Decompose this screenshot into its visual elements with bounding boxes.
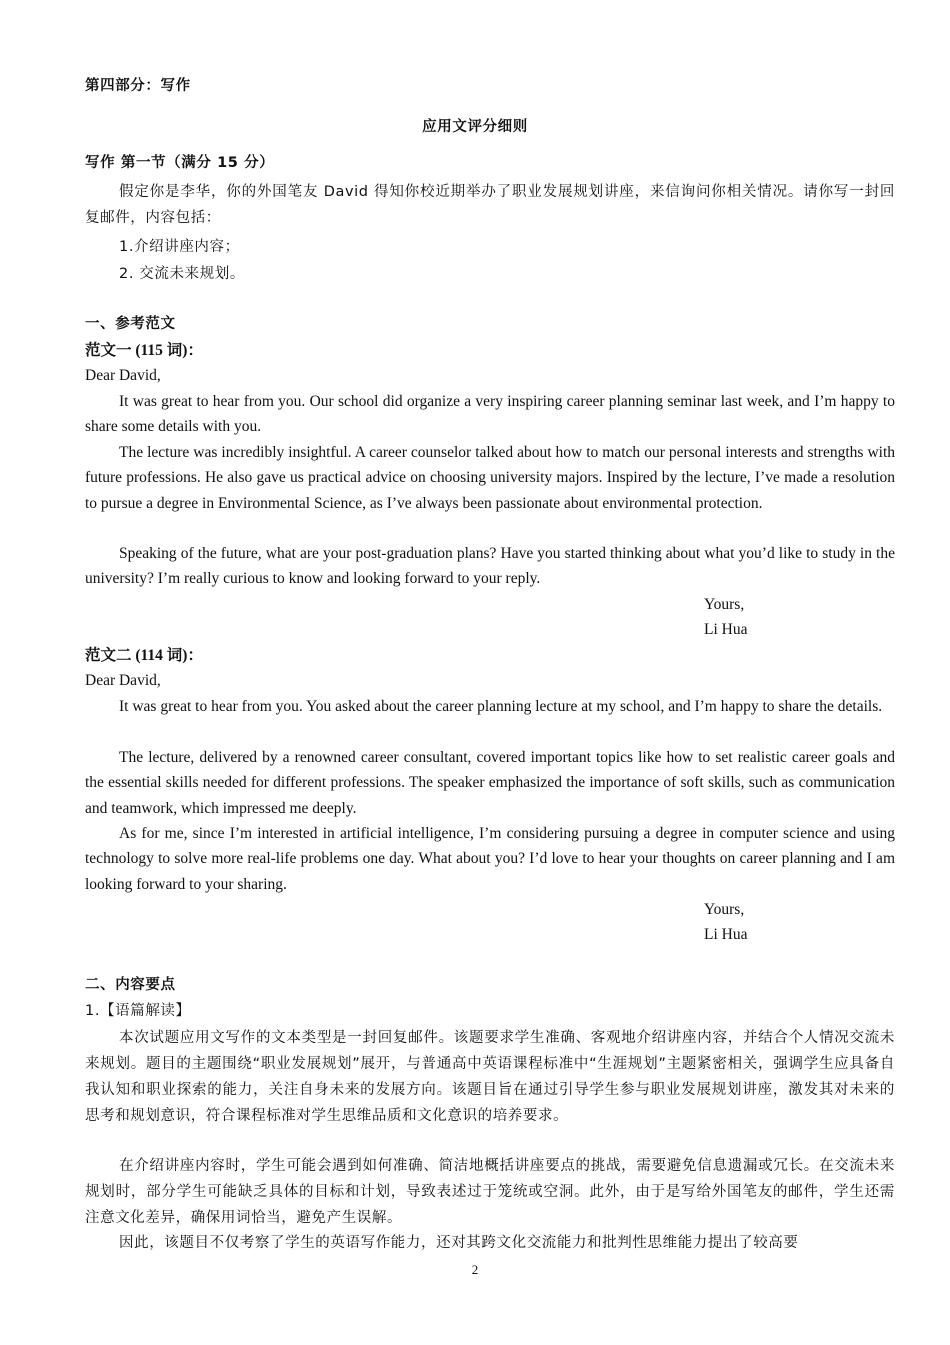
sample1-closing: Yours, [704, 596, 745, 613]
sample2-signature: Li Hua [704, 926, 748, 943]
task-heading: 写作 第一节（满分 15 分） [85, 155, 275, 171]
sample1-paragraph: Speaking of the future, what are your post-graduation plans? Have you started thinking about what you’d like to study in the university? I’m really curious to know and looking forward to your reply. [85, 545, 895, 588]
part2-subheading: 1.【语篇解读】 [85, 1003, 191, 1019]
sample1-label: 范文一 (115 词)： [85, 342, 203, 359]
sample2-salutation: Dear David, [85, 672, 161, 689]
sample2-paragraph: The lecture, delivered by a renowned career consultant, covered important topics like how to set realistic career goals and the essential skills needed for different professions. The speaker emphasized the importance of soft skills, such as communication and teamwork, which impressed me deeply. [85, 749, 895, 817]
part2-heading: 二、内容要点 [85, 977, 176, 993]
section-heading: 第四部分：写作 [85, 78, 191, 94]
sample1-paragraph: The lecture was incredibly insightful. A career counselor talked about how to match our personal interests and strengths with future professions. He also gave us practical advice on choosing university majors. Inspired by the lecture, I’ve made a resolution to pursue a degree in Environmental Science, as I’ve always been passionate about environmental protection. [85, 444, 895, 512]
task-point-2: 2. 交流未来规划。 [119, 266, 245, 282]
sample1-salutation: Dear David, [85, 367, 161, 384]
sample1-paragraph: It was great to hear from you. Our school did organize a very inspiring career planning seminar last week, and I’m happy to share some details with you. [85, 393, 895, 436]
task-point-1: 1.介绍讲座内容； [119, 239, 240, 255]
part2-paragraph: 因此，该题目不仅考察了学生的英语写作能力，还对其跨文化交流能力和批判性思维能力提出了较高要 [119, 1235, 799, 1251]
sample2-label: 范文二 (114 词)： [85, 647, 203, 664]
part2-paragraph: 本次试题应用文写作的文本类型是一封回复邮件。该题要求学生准确、客观地介绍讲座内容，并结合个人情况交流未来规划。题目的主题围绕“职业发展规划”展开，与普通高中英语课程标准中“生涯规划”主题紧密相关，强调学生应具备自我认知和职业探索的能力，关注自身未来的发展方向。该题目旨在通过引导学生参与职业发展规划讲座，激发其对未来的思考和规划意识，符合课程标准对学生思维品质和文化意识的培养要求。 [85, 1030, 895, 1124]
part2-paragraph: 在介绍讲座内容时，学生可能会遇到如何准确、简洁地概括讲座要点的挑战，需要避免信息遗漏或冗长。在交流未来规划时，部分学生可能缺乏具体的目标和计划，导致表述过于笼统或空洞。此外，由于是写给外国笔友的邮件，学生还需注意文化差异，确保用词恰当，避免产生误解。 [85, 1158, 895, 1226]
document-title: 应用文评分细则 [422, 119, 528, 135]
sample2-paragraph: It was great to hear from you. You asked about the career planning lecture at my school, and I’m happy to share the details. [119, 698, 883, 715]
page-number: 2 [471, 1262, 479, 1277]
sample2-closing: Yours, [704, 901, 745, 918]
task-prompt: 假定你是李华，你的外国笔友 David 得知你校近期举办了职业发展规划讲座，来信询问你相关情况。请你写一封回复邮件，内容包括： [85, 184, 895, 226]
sample2-paragraph: As for me, since I’m interested in artificial intelligence, I’m considering pursuing a degree in computer science and using technology to solve more real-life problems one day. What about you? I’d love to hear your thoughts on career planning and I am looking forward to your sharing. [85, 825, 895, 893]
sample1-signature: Li Hua [704, 621, 748, 638]
part1-heading: 一、参考范文 [85, 316, 176, 332]
